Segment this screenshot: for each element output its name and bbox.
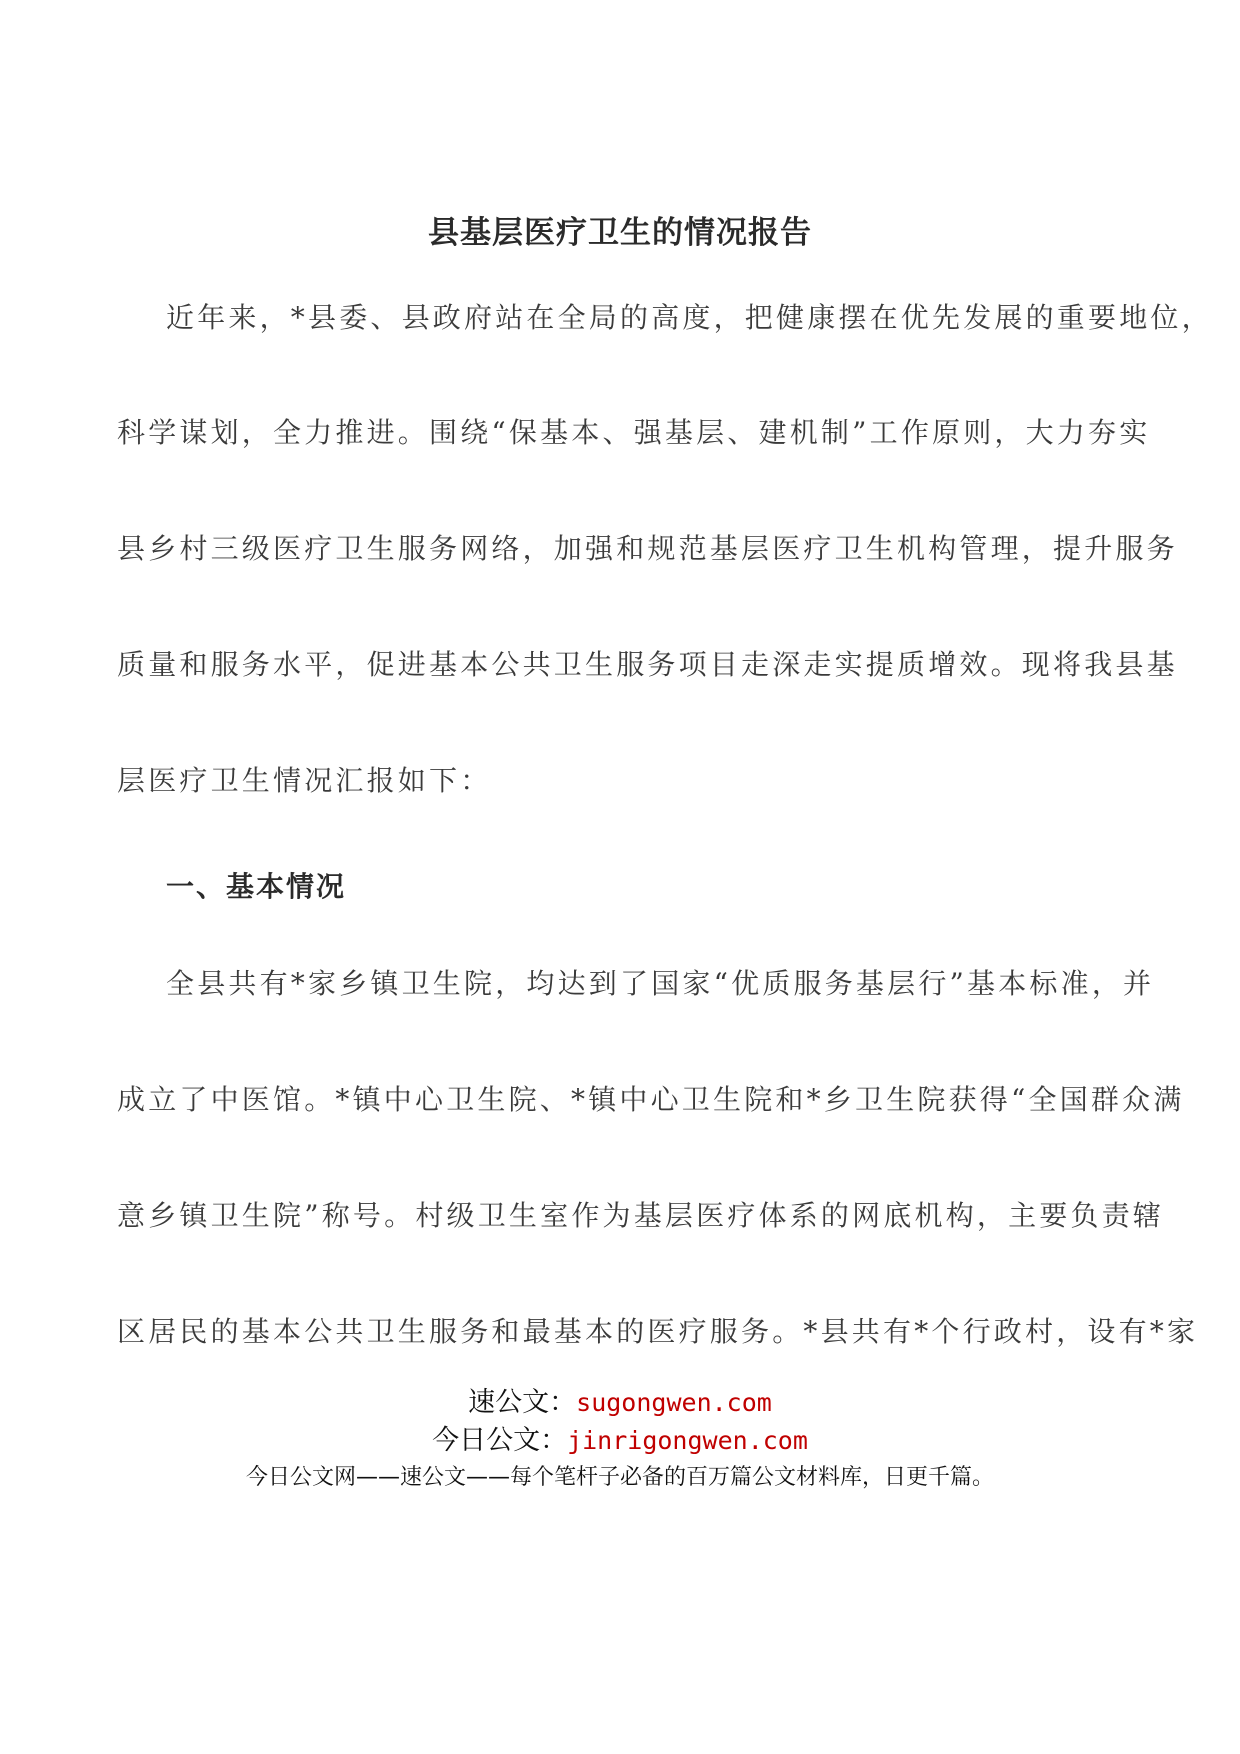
paragraph-2-line-4: 区居民的基本公共卫生服务和最基本的医疗服务。*县共有*个行政村，设有*家 bbox=[117, 1315, 1199, 1348]
footer-jinrigongwen-row bbox=[0, 1418, 1240, 1457]
paragraph-2-line-2: 成立了中医馆。*镇中心卫生院、*镇中心卫生院和*乡卫生院获得“全国群众满 bbox=[117, 1083, 1185, 1116]
paragraph-1-line-2: 科学谋划，全力推进。围绕“保基本、强基层、建机制”工作原则，大力夯实 bbox=[117, 416, 1151, 449]
footer-sugongwen-link[interactable]: sugongwen.com bbox=[576, 1388, 772, 1417]
paragraph-1-line-1: 近年来，*县委、县政府站在全局的高度，把健康摆在优先发展的重要地位， bbox=[166, 301, 1213, 334]
footer-jinrigongwen-link[interactable]: jinrigongwen.com bbox=[567, 1426, 808, 1455]
paragraph-1-line-3: 县乡村三级医疗卫生服务网络，加强和规范基层医疗卫生机构管理，提升服务 bbox=[117, 532, 1178, 565]
footer-jinrigongwen-label: 今日公文： bbox=[432, 1425, 568, 1456]
paragraph-1-line-5: 层医疗卫生情况汇报如下： bbox=[117, 764, 492, 797]
document-title: 县基层医疗卫生的情况报告 bbox=[428, 215, 812, 251]
footer-slogan: 今日公文网——速公文——每个笔杆子必备的百万篇公文材料库，日更千篇。 bbox=[245, 1465, 994, 1490]
paragraph-1-line-4: 质量和服务水平，促进基本公共卫生服务项目走深走实提质增效。现将我县基 bbox=[117, 648, 1178, 681]
footer-sugongwen-label: 速公文： bbox=[468, 1387, 577, 1418]
paragraph-2-line-3: 意乡镇卫生院”称号。村级卫生室作为基层医疗体系的网底机构，主要负责辖 bbox=[117, 1199, 1165, 1232]
footer-sugongwen-row bbox=[0, 1380, 1240, 1419]
section-heading-basic-situation: 一、基本情况 bbox=[166, 870, 347, 903]
paragraph-2-line-1: 全县共有*家乡镇卫生院，均达到了国家“优质服务基层行”基本标准，并 bbox=[166, 967, 1155, 1000]
